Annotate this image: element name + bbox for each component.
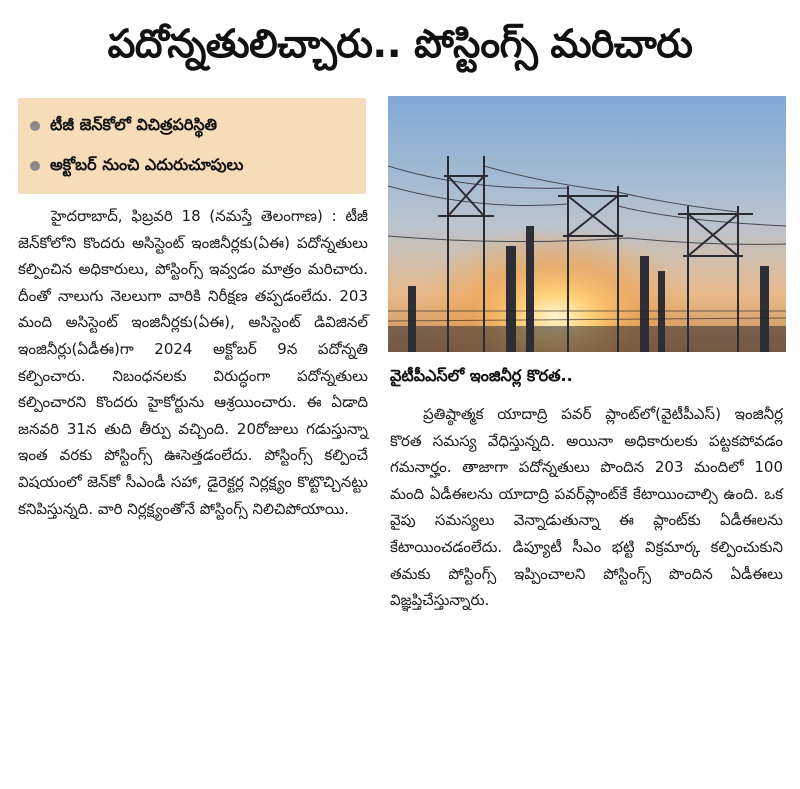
- highlights-box: [18, 98, 366, 194]
- substation-photo: [388, 96, 786, 352]
- highlight-text: టీజీ జెన్‌కోలో విచిత్రపరిస్థితి: [50, 114, 218, 134]
- article-body-left: [18, 203, 368, 522]
- highlight-item: [30, 146, 354, 186]
- article-headline: పదోన్నతులిచ్చారు.. పోస్టింగ్స్ మరిచారు: [107, 22, 693, 67]
- substation-illustration: [388, 96, 786, 352]
- body-paragraph: హైదరాబాద్, ఫిబ్రవరి 18 (నమస్తే తెలంగాణ) : టీజీ జెన్‌కోలోని కొందరు అసిస్టెంట్ ఇంజినీర్లకు(ఏఈ) పదోన్నతులు కల్పించిన అధికారులు, పోస్టింగ్స్ ఇవ్వడం మాత్రం మరిచారు. దీంతో నాలుగు నెలలుగా వారికి నిరీక్షణ తప్పడంలేదు. 203 మంది అసిస్టెంట్ ఇంజినీర్లకు(ఏఈ), అసిస్టెంట్ డివిజినల్ ఇంజినీర్లు(ఏడీఈ)గా 2024 అక్టోబర్ 9న పదోన్నతి కల్పించారు. నిబంధనలకు విరుద్ధంగా పదోన్నతులు కల్పించారని కొందరు హైకోర్టును ఆశ్రయించారు. ఈ ఏడాది జనవరి 31న తుది తీర్పు వచ్చింది. 20రోజులు గడుస్తున్నా ఇంత వరకు పోస్టింగ్స్ ఊసెత్తడంలేదు. పోస్టింగ్స్ కల్పించే విషయంలో జెన్‌కో సీఎండీ సహా, డైరెక్టర్ల నిర్లక్ష్యం కొట్టొచ్చినట్టు కనిపిస్తున్నది. వారి నిర్లక్ష్యంతోనే పోస్టింగ్స్ నిలిచిపోయాయి.: [18, 207, 368, 518]
- highlight-item: [30, 106, 354, 146]
- bullet-icon: [30, 121, 40, 131]
- body-paragraph: ప్రతిష్ఠాత్మక యాదాద్రి పవర్ ప్లాంట్‌లో(వైటీపీఎస్) ఇంజినీర్ల కొరత సమస్య వేధిస్తున్నది. అయినా అధికారులకు పట్టకపోవడం గమనార్హం. తాజాగా పదోన్నతులు పొందిన 203 మందిలో 100 మంది ఏడీఈలను యాదాద్రి పవర్‌ప్లాంట్‌కే కేటాయించాల్సి ఉంది. ఒక వైపు సమస్యలు వెన్నాడుతున్నా ఈ ప్లాంట్‌కు ఏడీఈలను కేటాయించడంలేదు. డిప్యూటీ సీఎం భట్టి విక్రమార్క కల్పించుకుని తమకు పోస్టింగ్స్ ఇప్పించాలని పోస్టింగ్స్ పొందిన ఏడీఈలు విజ్ఞప్తిచేస్తున్నారు.: [390, 405, 783, 610]
- section-subhead: వైటీపీఎస్‌లో ఇంజినీర్ల కొరత..: [390, 366, 573, 385]
- article-body-right: [390, 401, 783, 614]
- highlight-text: అక్టోబర్ నుంచి ఎదురుచూపులు: [50, 154, 244, 174]
- bullet-icon: [30, 161, 40, 171]
